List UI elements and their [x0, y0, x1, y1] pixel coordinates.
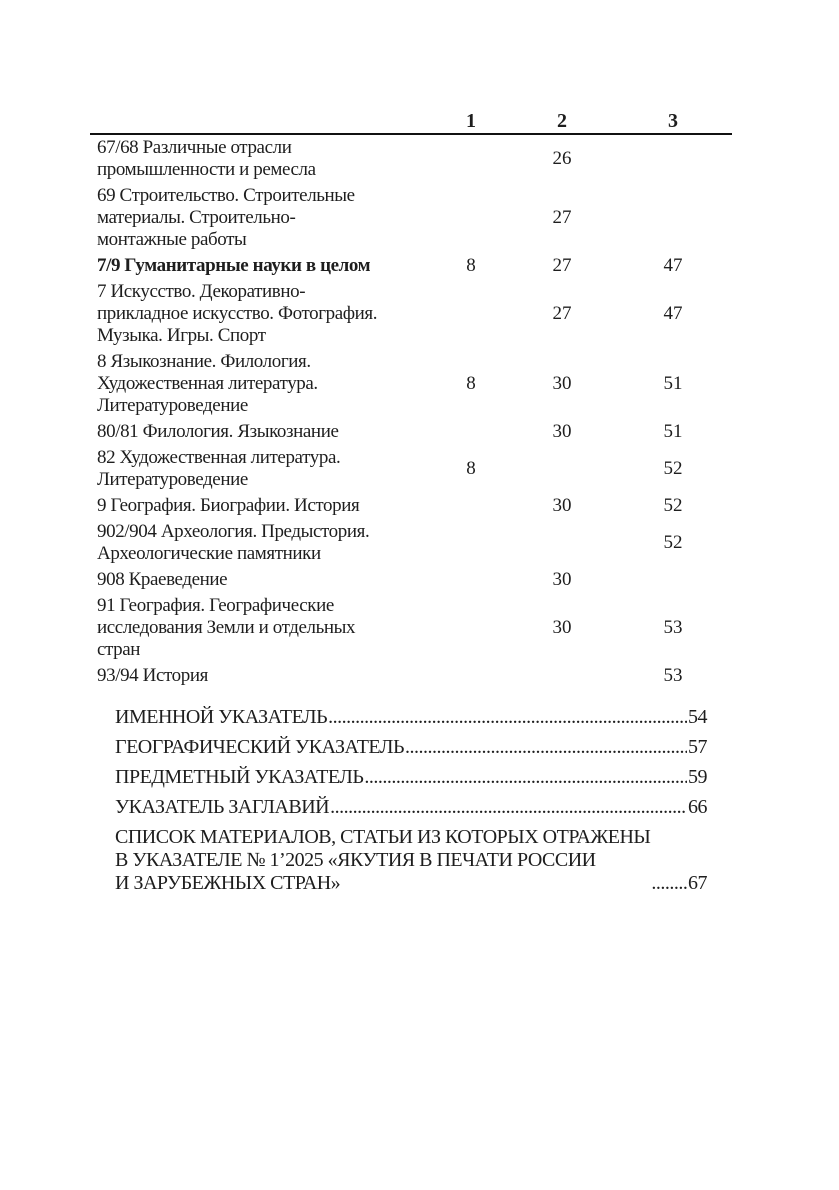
column-header-2: 2: [557, 110, 567, 132]
col3-value: 53: [663, 665, 683, 686]
toc-title: СПИСОК МАТЕРИАЛОВ, СТАТЬИ ИЗ КОТОРЫХ ОТРАЖЕНЫ В УКАЗАТЕЛЕ № 1’2025 «ЯКУТИЯ В ПЕЧАТИ РОССИИ И ЗАРУБЕЖНЫХ СТРАН»: [115, 826, 651, 894]
col1-value: 8: [466, 255, 476, 276]
table-row: [90, 419, 732, 445]
col1-value: [451, 135, 491, 183]
toc-entry[interactable]: [115, 766, 707, 789]
row-label: 7/9 Гуманитарные науки в целом: [97, 255, 371, 276]
col1-value: 8: [466, 373, 476, 394]
table-header: [90, 108, 732, 135]
col3-value: 52: [663, 532, 683, 553]
row-label: 908 Краеведение: [97, 569, 228, 590]
row-label: 9 География. Биографии. История: [97, 495, 360, 516]
table-row: [90, 279, 732, 349]
table-row: [90, 493, 732, 519]
row-label: 82 Художественная литература. Литературоведение: [97, 447, 341, 490]
col3-value: 47: [663, 255, 683, 276]
table-row: [90, 135, 732, 183]
col2-value: 30: [552, 421, 572, 442]
row-label: 67/68 Различные отрасли промышленности и ремесла: [97, 137, 316, 180]
col3-value: 52: [663, 495, 683, 516]
col3-value: 53: [663, 617, 683, 638]
col2-value: 26: [552, 148, 572, 169]
toc-page-number: 54: [688, 706, 707, 728]
col2-value: [542, 445, 582, 493]
col2-value: [542, 663, 582, 689]
col1-value: 8: [466, 458, 476, 479]
dot-leader: [328, 706, 687, 729]
index-table: [90, 108, 732, 689]
col1-value: [451, 279, 491, 349]
column-header-1: 1: [466, 110, 476, 132]
toc-title: ПРЕДМЕТНЫЙ УКАЗАТЕЛЬ: [115, 766, 364, 788]
col3-value: [653, 567, 693, 593]
col3-value: 47: [663, 303, 683, 324]
row-label: 7 Искусство. Декоративно- прикладное искусство. Фотография. Музыка. Игры. Спорт: [97, 281, 378, 346]
col2-value: 27: [552, 255, 572, 276]
toc-page-number: 67: [688, 872, 707, 894]
col1-value: [451, 493, 491, 519]
col3-value: 51: [663, 421, 683, 442]
col1-value: [451, 593, 491, 663]
toc-title: УКАЗАТЕЛЬ ЗАГЛАВИЙ: [115, 796, 330, 818]
table-row: [90, 567, 732, 593]
toc-page-number: 66: [688, 796, 707, 818]
table-row: [90, 663, 732, 689]
col3-value: [653, 183, 693, 253]
row-label: 69 Строительство. Строительные материалы. Строительно- монтажные работы: [97, 185, 355, 250]
col2-value: 30: [552, 373, 572, 394]
column-header-3: 3: [668, 110, 678, 132]
col1-value: [451, 183, 491, 253]
toc-title: ГЕОГРАФИЧЕСКИЙ УКАЗАТЕЛЬ: [115, 736, 404, 758]
toc-entry[interactable]: [115, 706, 707, 729]
toc-entry[interactable]: [115, 736, 707, 759]
toc-page-number: 59: [688, 766, 707, 788]
col2-value: 27: [552, 303, 572, 324]
toc-entry[interactable]: [115, 826, 707, 895]
table-body: [90, 135, 732, 689]
col2-value: 27: [552, 207, 572, 228]
col2-value: 30: [552, 617, 572, 638]
dot-leader: [405, 736, 687, 759]
row-label: 93/94 История: [97, 665, 208, 686]
dot-leader: [651, 872, 687, 895]
table-row: [90, 349, 732, 419]
col1-value: [451, 519, 491, 567]
dot-leader: [330, 796, 687, 819]
dot-leader: [364, 766, 687, 789]
table-row: [90, 183, 732, 253]
col1-value: [451, 663, 491, 689]
table-row: [90, 253, 732, 279]
col2-value: 30: [552, 569, 572, 590]
col3-value: [653, 135, 693, 183]
col2-value: 30: [552, 495, 572, 516]
row-label: 902/904 Археология. Предыстория. Археологические памятники: [97, 521, 370, 564]
row-label: 80/81 Филология. Языкознание: [97, 421, 339, 442]
col2-value: [542, 519, 582, 567]
col1-value: [451, 419, 491, 445]
table-row: [90, 593, 732, 663]
toc-page-number: 57: [688, 736, 707, 758]
table-row: [90, 519, 732, 567]
col3-value: 51: [663, 373, 683, 394]
col3-value: 52: [663, 458, 683, 479]
table-row: [90, 445, 732, 493]
row-label: 91 География. Географические исследования Земли и отдельных стран: [97, 595, 356, 660]
table-of-contents: [115, 706, 707, 902]
col1-value: [451, 567, 491, 593]
row-label: 8 Языкознание. Филология. Художественная литература. Литературоведение: [97, 351, 318, 416]
toc-entry[interactable]: [115, 796, 707, 819]
toc-title: ИМЕННОЙ УКАЗАТЕЛЬ: [115, 706, 328, 728]
